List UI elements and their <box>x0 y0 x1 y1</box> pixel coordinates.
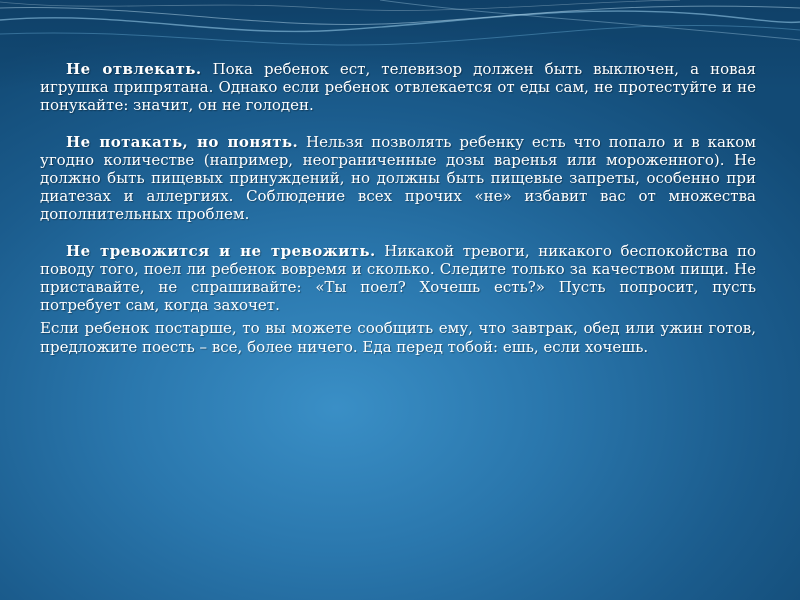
paragraph-4 <box>40 319 756 355</box>
paragraph-4-text: Если ребенок постарше, то вы можете сообщить ему, что завтрак, обед или ужин готов, предложите поесть – все, более ничего. Еда перед тобой: ешь, если хочешь. <box>40 319 756 356</box>
paragraph-3-text: Никакой тревоги, никакого беспокойства по поводу того, поел ли ребенок вовремя и сколько. Следите только за качеством пищи. Не приставайте, не спрашивайте: «Ты поел? Хочешь есть?» Пусть попросит, пусть потребует сам, когда захочет. <box>40 241 756 315</box>
paragraph-3-lead: Не тревожится и не тревожить. <box>66 241 376 260</box>
paragraph-1 <box>40 60 756 115</box>
paragraph-3 <box>40 242 756 315</box>
paragraph-1-lead: Не отвлекать. <box>66 60 202 78</box>
paragraph-2-lead: Не потакать, но понять. <box>66 132 299 151</box>
paragraph-2 <box>40 133 756 224</box>
slide-text-body <box>40 60 756 356</box>
paragraph-2-text: Нельзя позволять ребенку есть что попало и в каком угодно количестве (например, неограниченные дозы варенья или мороженного). Не должно быть пищевых принуждений, но должны быть пищевые запреты, особенно при диатезах и аллергиях. Соблюдение всех прочих «не» избавит вас от множества дополнительных проблем. <box>40 132 756 224</box>
paragraph-1-text: Пока ребенок ест, телевизор должен быть выключен, а новая игрушка припрятана. Однако если ребенок отвлекается от еды сам, не протестуйте и не понукайте: значит, он не голоден. <box>40 60 756 115</box>
